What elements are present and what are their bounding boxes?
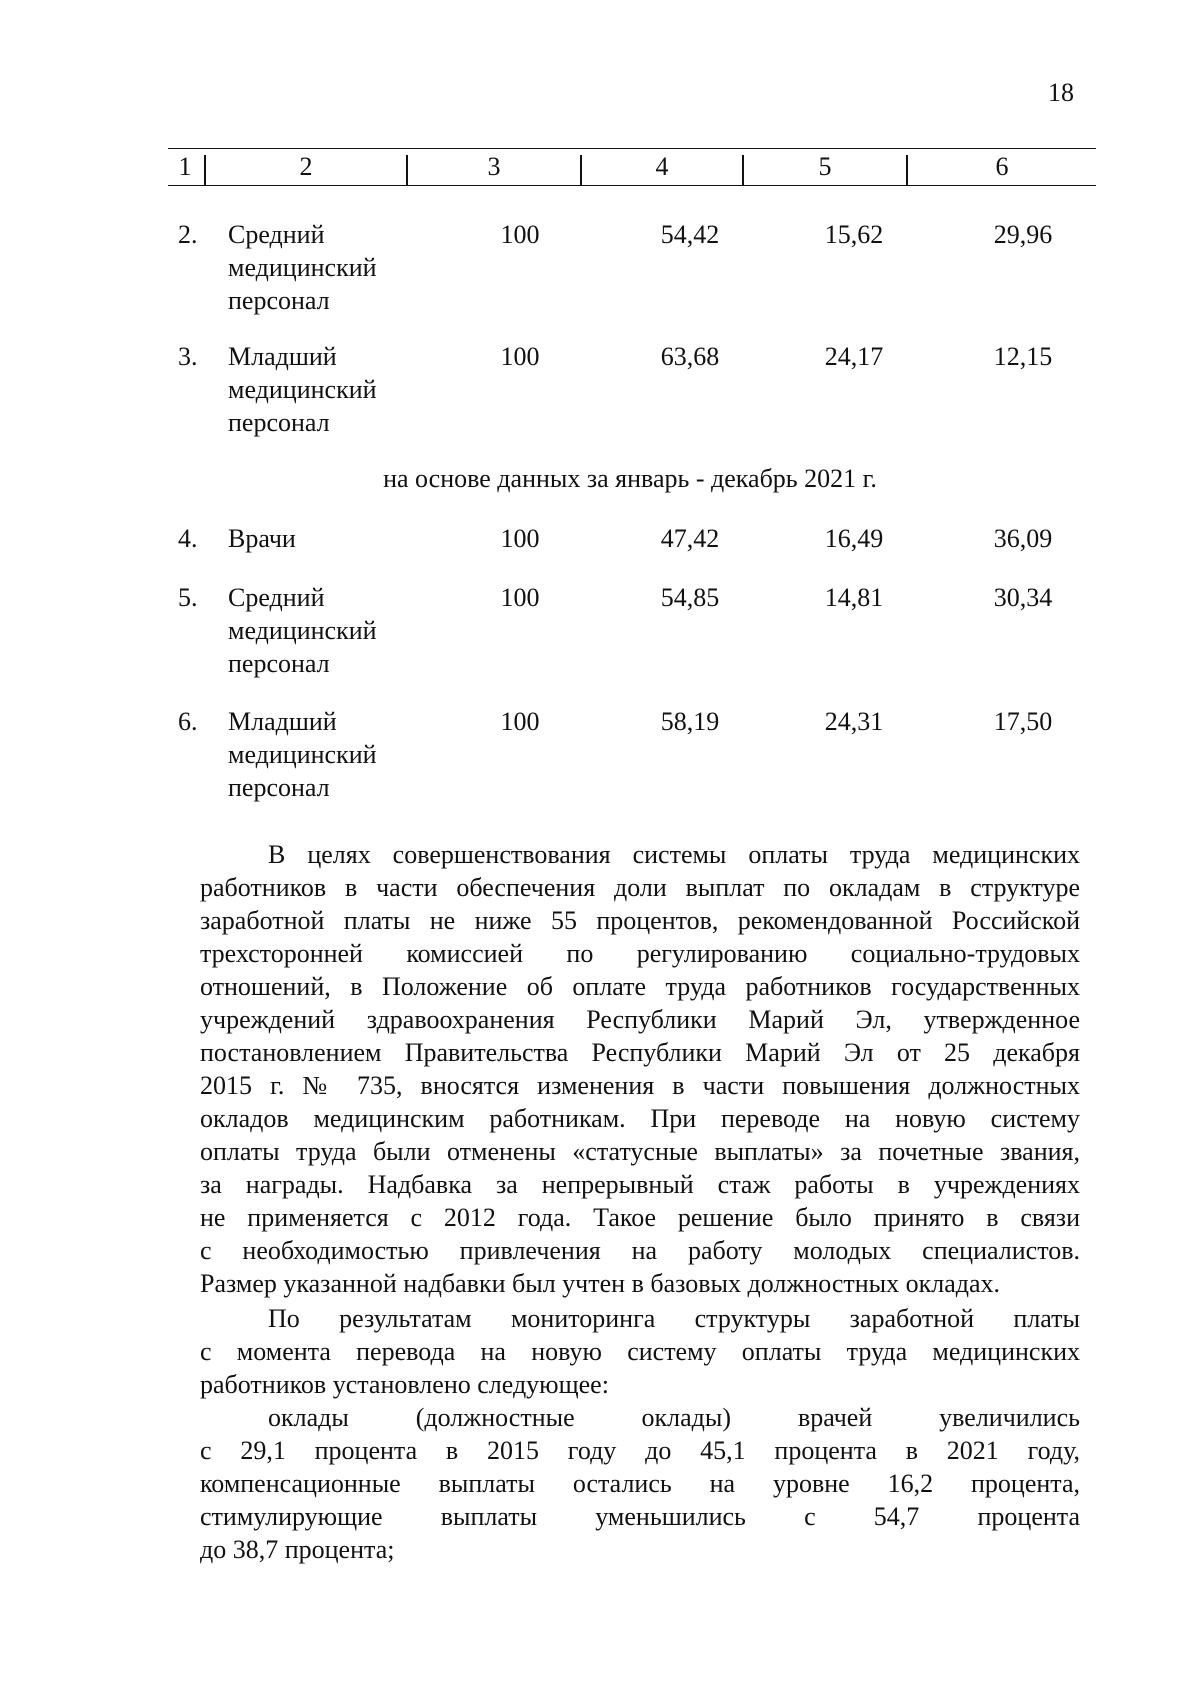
- text-line: Размер указанной надбавки был учтен в базовых должностных окладах.: [200, 1269, 1001, 1298]
- text-line: окладов медицинским работникам. При переводе на новую систему: [200, 1104, 1080, 1133]
- cell-col-5: 16,49: [824, 524, 884, 553]
- cell-col-6: 30,34: [993, 583, 1053, 612]
- header-col-6: 6: [995, 152, 1009, 181]
- row-name-line: Младший: [228, 342, 337, 371]
- row-name: [228, 522, 468, 555]
- row-name-line: медицинский: [228, 375, 377, 404]
- row-number: 6.: [178, 707, 198, 736]
- cell-col-6: 17,50: [993, 707, 1053, 736]
- table-subheading: на основе данных за январь - декабрь 2021 г.: [383, 464, 877, 493]
- text-line: с необходимостью привлечения на работу молодых специалистов.: [200, 1236, 1080, 1265]
- row-name-line: персонал: [228, 773, 330, 802]
- text-line: работников в части обеспечения доли выплат по окладам в структуре: [200, 873, 1080, 902]
- cell-col-6: 29,96: [993, 220, 1053, 249]
- text-line: трехсторонней комиссией по регулированию социально-трудовых: [200, 939, 1080, 968]
- cell-col-3: 100: [500, 524, 540, 553]
- cell-col-5: 15,62: [824, 220, 884, 249]
- row-name-line: медицинский: [228, 253, 377, 282]
- cell-col-3: 100: [500, 220, 540, 249]
- row-number: 3.: [178, 342, 198, 371]
- text-line: По результатам мониторинга структуры заработной платы: [268, 1304, 1080, 1333]
- cell-col-4: 58,19: [660, 707, 720, 736]
- page-number: 18: [1048, 78, 1074, 107]
- cell-col-4: 54,42: [660, 220, 720, 249]
- row-name: [228, 581, 468, 680]
- cell-col-4: 63,68: [660, 342, 720, 371]
- row-number: 2.: [178, 220, 198, 249]
- text-line: заработной платы не ниже 55 процентов, рекомендованной Российской: [200, 906, 1080, 935]
- row-name-line: персонал: [228, 408, 330, 437]
- text-line: с момента перевода на новую систему оплаты труда медицинских: [200, 1337, 1080, 1366]
- cell-col-6: 36,09: [993, 524, 1053, 553]
- row-name-line: медицинский: [228, 740, 377, 769]
- cell-col-5: 24,17: [824, 342, 884, 371]
- cell-col-3: 100: [500, 583, 540, 612]
- text-line: стимулирующие выплаты уменьшились с 54,7 процента: [200, 1502, 1080, 1531]
- header-col-2: 2: [299, 152, 313, 181]
- text-line: В целях совершенствования системы оплаты труда медицинских: [268, 840, 1080, 869]
- text-line: с 29,1 процента в 2015 году до 45,1 процента в 2021 году,: [200, 1436, 1080, 1465]
- cell-col-4: 54,85: [660, 583, 720, 612]
- text-line: отношений, в Положение об оплате труда работников государственных: [200, 972, 1080, 1001]
- row-name-line: персонал: [228, 649, 330, 678]
- text-line: оклады (должностные оклады) врачей увеличились: [268, 1403, 1080, 1432]
- text-line: учреждений здравоохранения Республики Марий Эл, утвержденное: [200, 1005, 1080, 1034]
- row-name-line: Младший: [228, 707, 337, 736]
- header-col-5: 5: [818, 152, 832, 181]
- cell-col-6: 12,15: [993, 342, 1053, 371]
- cell-col-3: 100: [500, 707, 540, 736]
- text-line: до 38,7 процента;: [200, 1535, 395, 1564]
- row-name: [228, 705, 468, 804]
- text-line: постановлением Правительства Республики Марий Эл от 25 декабря: [200, 1038, 1080, 1067]
- row-name-line: Средний: [228, 583, 325, 612]
- row-name: [228, 340, 468, 439]
- header-col-3: 3: [487, 152, 501, 181]
- row-number: 5.: [178, 583, 198, 612]
- cell-col-4: 47,42: [660, 524, 720, 553]
- text-line: компенсационные выплаты остались на уровне 16,2 процента,: [200, 1469, 1080, 1498]
- row-name: [228, 218, 468, 317]
- body-paragraph: [200, 838, 1080, 1300]
- table-header: [168, 148, 1096, 186]
- cell-col-3: 100: [500, 342, 540, 371]
- row-name-line: Врачи: [228, 524, 296, 553]
- row-name-line: Средний: [228, 220, 325, 249]
- text-line: не применяется с 2012 года. Такое решение было принято в связи: [200, 1203, 1080, 1232]
- header-col-1: 1: [178, 152, 192, 181]
- header-col-4: 4: [655, 152, 669, 181]
- body-paragraph: [200, 1401, 1080, 1566]
- body-paragraph: [200, 1302, 1080, 1401]
- row-name-line: персонал: [228, 286, 330, 315]
- text-line: оплаты труда были отменены «статусные выплаты» за почетные звания,: [200, 1137, 1080, 1166]
- cell-col-5: 14,81: [824, 583, 884, 612]
- row-number: 4.: [178, 524, 198, 553]
- text-line: работников установлено следующее:: [200, 1370, 609, 1399]
- row-name-line: медицинский: [228, 616, 377, 645]
- text-line: за награды. Надбавка за непрерывный стаж работы в учреждениях: [200, 1170, 1080, 1199]
- text-line: 2015 г. № 735, вносятся изменения в части повышения должностных: [200, 1071, 1080, 1100]
- cell-col-5: 24,31: [824, 707, 884, 736]
